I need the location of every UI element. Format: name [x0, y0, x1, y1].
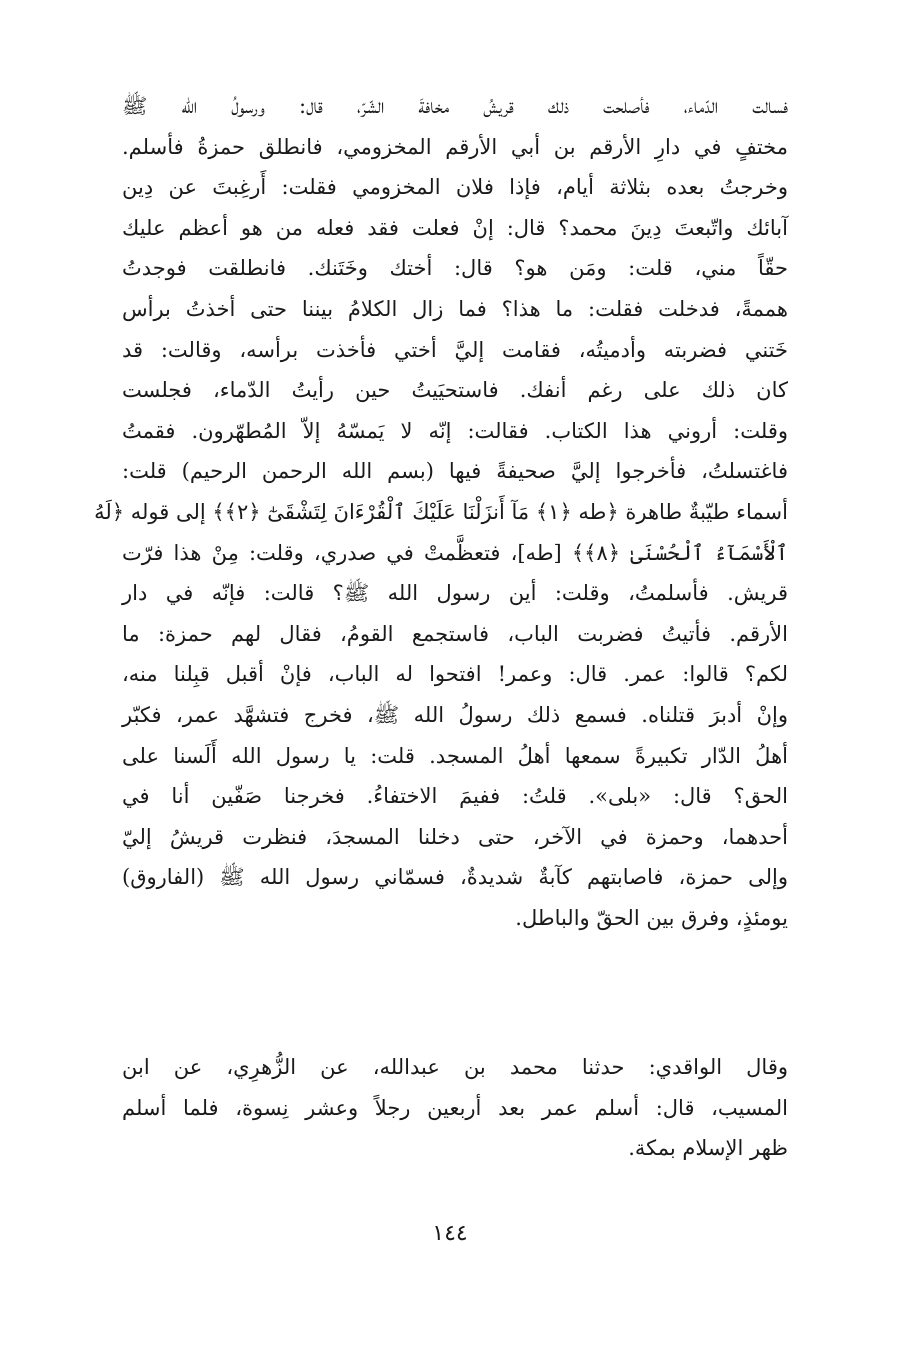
text-line: الحق؟ قال: «بلى». قلتُ: ففيمَ الاختفاءُ. فخرجنا صَفّين أنا في — [122, 784, 788, 809]
paragraph-1 — [94, 86, 788, 938]
text-line: وإنْ أدبرَ قتلناه. فسمع ذلك رسولُ الله ﷺ، فخرج فتشهَّد عمر، فكبّر — [122, 702, 788, 727]
quran-verse-line: ٱلْأَسْمَآءُ ٱلْحُسْنَىٰ ﴿٨﴾﴾ [طه]، فتعظَّمتْ في صدري، وقلت: مِنْ هذا فرّت — [122, 540, 788, 565]
text-line: كان ذلك على رغم أنفك. فاستحيَيتُ حين رأيتُ الدّماء، فجلست — [122, 378, 788, 403]
text-line: لكم؟ قالوا: عمر. قال: وعمر! افتحوا له الباب، فإنْ أقبل قبِلنا منه، — [122, 662, 788, 687]
text-line: الأرقم. فأتيتُ فضربت الباب، فاستجمع القومُ، فقال لهم حمزة: ما — [122, 621, 788, 646]
text-line: وإلى حمزة، فاصابتهم كآبةٌ شديدةٌ، فسمّاني رسول الله ﷺ (الفاروق) — [122, 865, 788, 890]
text-line-last: ظهر الإسلام بمكة. — [628, 1136, 788, 1161]
text-line: فاغتسلتُ، فأخرجوا إليَّ صحيفةً فيها (بسم الله الرحمن الرحيم) قلت: — [122, 459, 788, 484]
paragraph-2 — [122, 1047, 788, 1169]
text-line-last: يومئذٍ، وفرق بين الحقّ والباطل. — [515, 905, 788, 930]
text-line: أحدهما، وحمزة في الآخر، حتى دخلنا المسجدَ، فنظرت قريشُ إليّ — [122, 824, 788, 849]
text-line: حقّاً مني، قلت: ومَن هو؟ قال: أختك وخَتَنك. فانطلقت فوجدتُ — [122, 256, 788, 281]
text-line: وقال الواقدي: حدثنا محمد بن عبدالله، عن الزُّهرِي، عن ابن — [122, 1055, 788, 1079]
text-line: قريش. فأسلمتُ، وقلت: أين رسول الله ﷺ؟ قالت: فإنّه في دار — [122, 581, 788, 606]
text-line: فسالت الدّماء، فأصلحت ذلك قريشُ مخافةَ الشّرّ، قال: ورسولُ الله ﷺ — [122, 94, 788, 118]
page-number: ١٤٤ — [432, 1221, 468, 1246]
text-line: مختفٍ في دارِ الأرقم بن أبي الأرقم المخزومي، فانطلق حمزةُ فأسلم. — [122, 134, 788, 159]
text-line: وخرجتُ بعده بثلاثة أيام، فإذا فلان المخزومي فقلت: أَرغِبتَ عن دِين — [122, 175, 788, 200]
text-line: خَتني فضربته وأدميتُه، فقامت إليَّ أختي فأخذت برأسه، وقالت: قد — [122, 337, 788, 362]
text-line: أهلُ الدّار تكبيرةً سمعها أهلُ المسجد. قلت: يا رسول الله أَلَسنا على — [122, 743, 788, 768]
quran-verse-line: أسماء طيّبةٌ طاهرة ﴿طه ﴿١﴾ مَآ أَنزَلْنَا عَلَيْكَ ٱلْقُرْءَانَ لِتَشْقَىٰٓ ﴿٢﴾﴾ إلى قوله ﴿لَهُ — [94, 499, 788, 524]
text-line: المسيب، قال: أسلم عمر بعد أربعين رجلاً وعشر نِسوة، فلما أسلم — [122, 1095, 788, 1120]
text-line: هممةً، فدخلت فقلت: ما هذا؟ فما زال الكلامُ بيننا حتى أخذتُ برأس — [122, 296, 788, 321]
text-line: آبائك واتّبعتَ دِينَ محمد؟ قال: إنْ فعلت فقد فعله من هو أعظم عليك — [122, 215, 788, 240]
text-line: وقلت: أروني هذا الكتاب. فقالت: إنّه لا يَمسّهُ إلاّ المُطهّرون. فقمتُ — [122, 418, 788, 443]
